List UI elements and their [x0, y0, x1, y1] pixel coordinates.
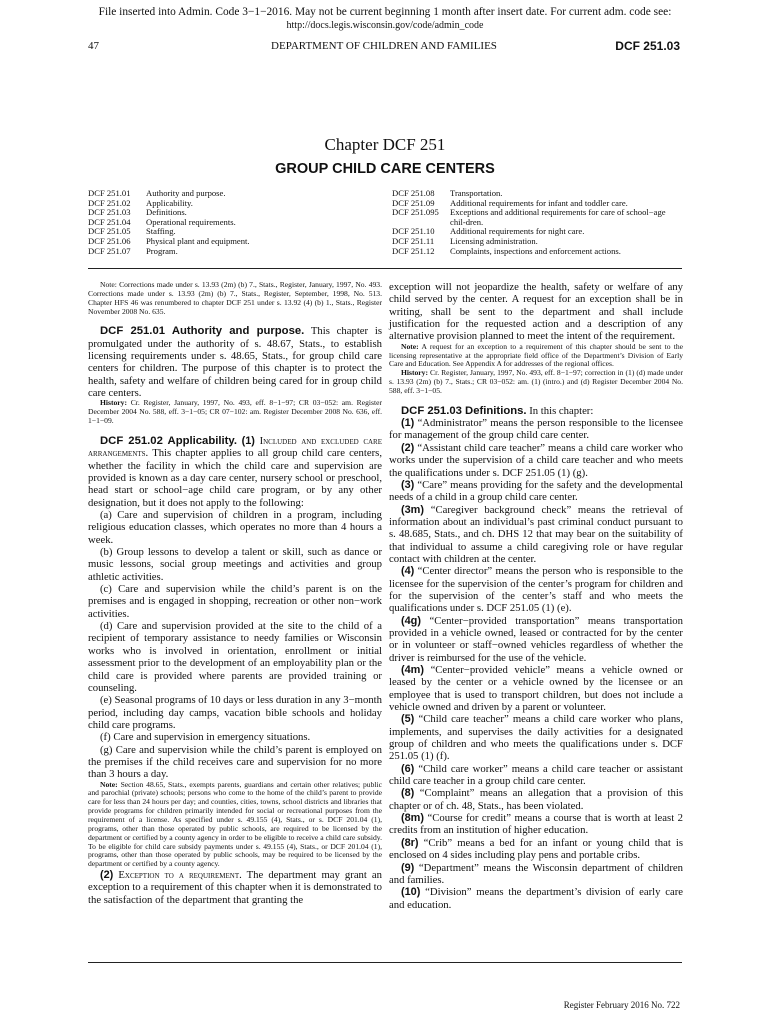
definition-number: (1) [401, 417, 415, 430]
applicability-note [88, 781, 382, 869]
toc-title: Complaints, inspections and enforcement actions. [450, 245, 621, 256]
toc-number: DCF 251.08 [392, 188, 435, 198]
definition-text: “Division” means the department’s division of early care and education. [389, 886, 684, 911]
toc-entry[interactable] [88, 237, 378, 247]
definition-number: (4g) [401, 614, 421, 627]
definition-number: (5) [401, 713, 415, 726]
definition-text: “Center−provided transportation” means transportation provided in a vehicle owned, leased or contracted for by the center or in volunteer or staff−owned vehicles regardless of whether the driver is reimbursed for the use of the vehicle. [389, 614, 683, 664]
definition-text: “Department” means the Wisconsin department of children and families. [389, 861, 683, 886]
toc-entry[interactable] [88, 189, 378, 199]
chapter-heading: Chapter DCF 251 [324, 135, 446, 154]
toc-number: DCF 251.11 [392, 235, 435, 246]
list-item: (b) Group lessons to develop a talent or skill, such as dance or music lessons, social group meetings and activities and group athletic activities. [88, 546, 382, 583]
list-item: (e) Seasonal programs of 10 days or less duration in any 3−month period, including day camps, vacation bible schools and holiday child care programs. [88, 694, 382, 731]
definition-item [389, 565, 683, 614]
definition-text: “Crib” means a bed for an infant or young child that is enclosed on 4 sides including play pens and portable cribs. [389, 836, 684, 862]
definition-text: “Complaint” means an allegation that a provision of this chapter or of ch. 48, Stats., has been violated. [389, 787, 683, 812]
toc-title: Licensing administration. [450, 235, 538, 246]
page-number: 47 [88, 40, 99, 52]
exception-continued: exception will not jeopardize the health, safety or welfare of any child served by the center. A request for an exception shall be in writing, shall be sent to the department and shall include justification for the requested action and a description of any alternative provision planned to meet the intent of the requirement. [389, 281, 683, 343]
note-text: A request for an exception to a requirement of this chapter should be sent to the licensing representative at the appropriate field office of the Department’s Division of Early Care and Education. See Appendix A for addresses of the regional offices. [389, 341, 684, 369]
toc-entry[interactable] [88, 199, 378, 209]
definition-text: “Assistant child care teacher” means a child care worker who works under the supervision of a child care teacher and who meets the qualifications under s. DCF 251.05 (1) (g). [389, 441, 683, 479]
toc-title: Applicability. [146, 197, 193, 208]
department-name: DEPARTMENT OF CHILDREN AND FAMILIES [271, 40, 497, 52]
definition-text: “Caregiver background check” means the retrieval of information about an individual’s past criminal conduct pursuant to s. 48.685, Stats., and ch. DHS 12 that may bear on the suitability of that individual to assume a child caregiving role or have regular contact with children at the center. [389, 503, 683, 565]
definition-item [389, 713, 683, 762]
toc-title: Additional requirements for infant and toddler care. [450, 197, 628, 208]
toc-title: Transportation. [450, 188, 503, 198]
body-column-left [88, 281, 382, 906]
running-head [88, 40, 680, 53]
definition-item [389, 442, 683, 479]
definition-text: “Child care teacher” means a child care worker who plans, implements, and supervises the daily activities for a designated group of children and who meets the qualifications under s. DCF 251.05 (1) (f). [389, 713, 683, 763]
definition-item [389, 787, 683, 812]
section-text: In this chapter: [529, 404, 594, 417]
history-251-02 [389, 369, 683, 396]
history-label: History: [100, 398, 127, 408]
definition-text: “Center director” means the person who is responsible to the licensee for the supervision of the center’s program for children and for the supervision of the center’s staff and who meets the qualifications under s. DCF 251.05 (1) (e). [389, 565, 683, 615]
toc-title: Staffing. [146, 226, 176, 237]
definition-text: “Center−provided vehicle” means a vehicle owned or leased by the center or a vehicle owned by the licensee or an employee that is used to transport children, but does not include a vehicle owned and driven by a parent or volunteer. [389, 664, 684, 714]
toc-number: DCF 251.02 [88, 197, 131, 208]
section-text: This chapter is promulgated under the authority of s. 48.67, Stats., to establish licensing requirements under s. 48.65, Stats., for group child care centers for children. The purpose of this chapter is to protect the health, safety and welfare of children being cared for in group child care centers. [88, 325, 382, 400]
definition-number: (2) [401, 441, 415, 454]
history-text: Cr. Register, January, 1997, No. 493, eff. 8−1−97; correction in (1) (d) made under s. 13.93 (2m) (b) 7., Stats.; CR 03−052: am. (1) (intro.) and (d) Register December 2004 No. 588, eff. 3−1−05. [389, 368, 683, 395]
definition-number: (8r) [401, 836, 419, 849]
toc-number: DCF 251.04 [88, 216, 131, 227]
toc-title: Exceptions and additional requirements for care of school−age chil-dren. [450, 207, 666, 227]
toc-number: DCF 251.12 [392, 245, 435, 256]
definition-text: “Course for credit” means a course that is worth at least 2 credits from an institution of higher education. [389, 812, 683, 837]
definition-number: (9) [401, 861, 415, 874]
definition-item [389, 479, 683, 504]
history-label: History: [401, 368, 428, 378]
definition-item [389, 886, 683, 911]
section-text: The department may grant an exception to a requirement of this chapter when it is demonstrated to the satisfaction of the department that granting the [88, 869, 383, 906]
definition-item [389, 417, 683, 442]
toc-entry[interactable] [88, 218, 378, 228]
toc-title: Physical plant and equipment. [146, 235, 250, 246]
list-item: (a) Care and supervision of children in a program, including religious education classes, which operates no more than 4 hours a week. [88, 509, 382, 546]
history-text: Cr. Register, January, 1997, No. 493, eff. 8−1−97; CR 03−052: am. Register December 2004 No. 588, eff. 3−1−05; CR 07−102: am. Register December 2008 No. 636, eff. 1−1−09. [88, 398, 382, 426]
toc-number: DCF 251.03 [88, 207, 131, 218]
definition-number: (4m) [401, 664, 424, 676]
banner-line-1: File inserted into Admin. Code 3−1−2016. May not be current beginning 1 month after insert date. For current adm. code see: [98, 6, 672, 18]
section-251-02 [88, 435, 382, 509]
definition-text: “Care” means providing for the safety and the developmental needs of a child in a group child care center. [389, 478, 684, 504]
toc-entry[interactable] [392, 208, 682, 227]
divider-top [88, 268, 682, 269]
toc-number: DCF 251.09 [392, 197, 435, 208]
toc-right [392, 189, 682, 256]
list-item: (d) Care and supervision provided at the site to the child of a recipient of temporary assistance to needy families or Wisconsin works who is involved in orientation, enrollment or initial assessment prior to the development of an employability plan or the child care is provided where parents are provided training or counseling. [88, 620, 382, 694]
definition-item [389, 763, 683, 788]
list-item: (g) Care and supervision while the child’s parent is employed on the premises if the child receives care and supervision for no more than 3 hours a day. [88, 743, 382, 781]
subsection-caption: Exception to a requirement. [118, 869, 242, 882]
section-heading: DCF 251.01 Authority and purpose. [100, 325, 305, 338]
toc-title: Authority and purpose. [146, 188, 226, 198]
definition-item [389, 862, 683, 887]
note-label: Note: [401, 341, 419, 351]
body-column-right [389, 281, 683, 911]
definition-number: (6) [401, 762, 415, 775]
toc-number: DCF 251.05 [88, 226, 131, 237]
definition-number: (8) [401, 787, 415, 800]
subsection-exception [88, 869, 382, 906]
register-footer: Register February 2016 No. 722 [563, 1000, 680, 1010]
definition-number: (4) [401, 565, 415, 578]
section-heading: DCF 251.03 Definitions. [401, 404, 527, 417]
section-text: This chapter applies to all group child care centers, whether the facility in which the child care and supervision are provided is known as a day care center, nursery school or preschool, head start or school−age child care program, or by any other designation, but it does not apply to the following: [88, 447, 382, 509]
definition-item [389, 615, 683, 664]
exception-note [389, 343, 683, 370]
divider-bottom [88, 962, 682, 963]
toc-title: Operational requirements. [146, 216, 236, 227]
subsection-number: (2) [100, 869, 114, 882]
chapter-title: GROUP CHILD CARE CENTERS [275, 161, 495, 177]
subsection-caption: Included and excluded care arrangements. [88, 434, 382, 460]
section-251-03 [389, 405, 683, 417]
chapter-note: Note: Corrections made under s. 13.93 (2m) (b) 7., Stats., Register, January, 1997, No. 493. Corrections made under s. 13.93 (2m) (b) 7., Stats., Register, September, 1998, No. 513. Chapter HFS 46 was renumbered to chapter DCF 251 under s. 13.92 (4) (b) 1., Stats., Register November 2008 No. 635. [88, 280, 382, 316]
toc-number: DCF 251.10 [392, 226, 435, 237]
history-251-01 [88, 399, 382, 426]
insertion-banner [0, 6, 770, 32]
toc-number: DCF 251.07 [88, 245, 131, 256]
definition-item [389, 664, 683, 713]
definition-number: (10) [401, 886, 421, 899]
definition-number: (8m) [401, 812, 424, 825]
section-code: DCF 251.03 [615, 39, 680, 53]
section-251-01 [88, 325, 382, 399]
definition-text: “Child care worker” means a child care teacher or assistant child care teacher in a group child care center. [389, 762, 683, 788]
section-heading: DCF 251.02 Applicability. [100, 434, 237, 447]
toc-entry[interactable] [392, 247, 682, 257]
note-text: Section 48.65, Stats., exempts parents, guardians and certain other relatives; public and parochial (private) schools; persons who come to the home of the child’s parent to provide care for less than 24 hours per day; and counties, cities, towns, school districts and libraries that provide programs for children primarily intended for social or recreational purposes from the requirement of a license. As specified under s. 49.155 (4), Stats., or s. DCF 201.04 (1), programs, other than those operated by public schools, are required to be licensed by the department or certified by a county agency in order to be eligible to receive a child care subsidy. To be eligible for child care subsidy payments under s. 49.155 (4), Stats., or DCF 201.04 (1), programs, other than those operated by public schools, may be required to be licensed by the department or certified by a county agency. [88, 779, 382, 869]
definition-item [389, 504, 683, 566]
subsection-number: (1) [241, 434, 255, 447]
definition-number: (3m) [401, 503, 424, 516]
list-item: (f) Care and supervision in emergency situations. [100, 731, 311, 744]
toc-title: Definitions. [146, 207, 187, 218]
toc-title: Program. [146, 245, 178, 256]
definition-number: (3) [401, 478, 415, 491]
toc-number: DCF 251.095 [392, 207, 439, 218]
toc-number: DCF 251.01 [88, 188, 131, 198]
list-item: (c) Care and supervision while the child’s parent is on the premises and is engaged in shopping, recreation or other non−work activities. [88, 583, 382, 620]
toc-left [88, 189, 378, 256]
definition-text: “Administrator” means the person responsible to the licensee for management of the group child care center. [389, 417, 684, 442]
banner-url[interactable]: http://docs.legis.wisconsin.gov/code/admin_code [286, 20, 484, 31]
toc-title: Additional requirements for night care. [450, 226, 585, 237]
toc-number: DCF 251.06 [88, 235, 131, 246]
definition-item [389, 837, 683, 862]
definition-item [389, 812, 683, 837]
note-label: Note: [100, 779, 118, 789]
toc-entry[interactable] [88, 247, 378, 257]
